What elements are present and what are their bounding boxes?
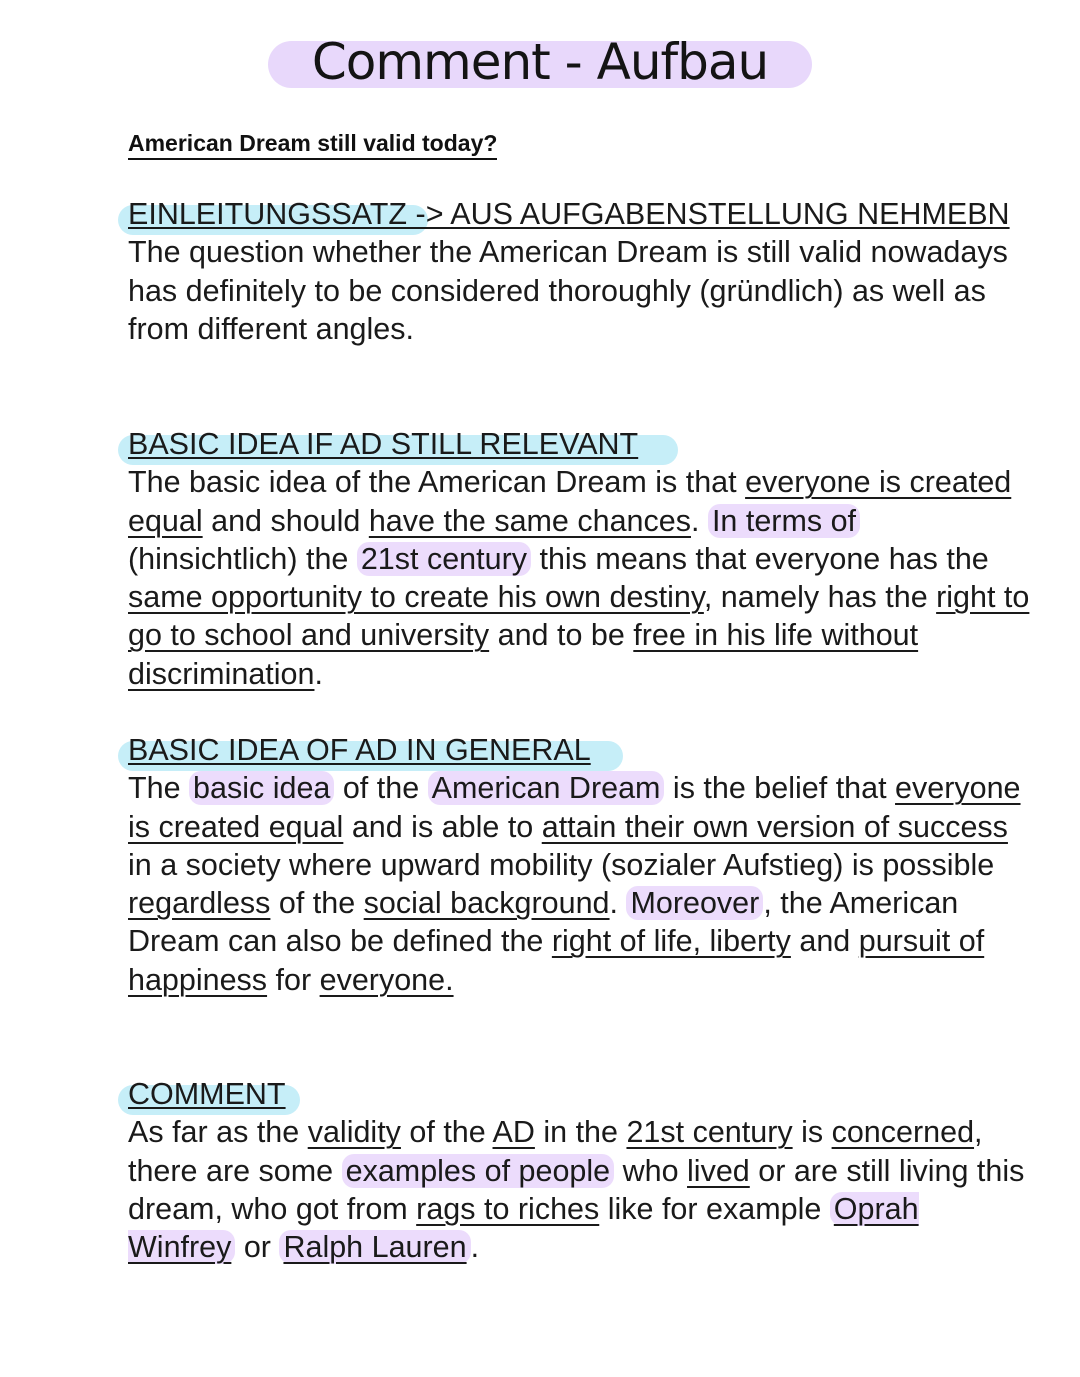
text-segment: . [690, 503, 708, 538]
underlined-phrase: rags to riches [416, 1191, 600, 1226]
highlighted-phrase: examples of people [342, 1154, 615, 1188]
highlighted-phrase: basic idea [189, 771, 334, 805]
underlined-phrase: right of life, liberty [551, 924, 791, 959]
text-segment: , there are some [128, 1115, 983, 1188]
text-segment: or [235, 1230, 280, 1265]
text-segment: of the [400, 1115, 493, 1150]
text-segment: , the American Dream can also be defined the [128, 886, 959, 959]
text-segment: and to be [489, 618, 634, 653]
section-comment [128, 1075, 1033, 1266]
underlined-phrase: validity [307, 1115, 401, 1150]
section-heading-text: EINLEITUNGSSATZ -> AUS AUFGABENSTELLUNG NEHMEBN [128, 197, 1010, 231]
section-paragraph: The question whether the American Dream is still valid nowadays has definitely to be considered thoroughly (gründlich) as well as from different angles. [128, 235, 1008, 346]
underlined-phrase: social background [363, 886, 610, 921]
text-segment: (hinsichtlich) the [128, 541, 357, 576]
text-segment: of the [334, 771, 428, 806]
text-segment: and should [202, 503, 369, 538]
underlined-phrase: regardless [128, 886, 271, 921]
section-heading [128, 427, 638, 461]
text-segment: for [267, 962, 320, 997]
underlined-phrase: 21st century [626, 1115, 793, 1150]
section-paragraph [128, 1113, 1033, 1266]
section-heading-text: BASIC IDEA IF AD STILL RELEVANT [128, 427, 639, 461]
highlighted-phrase: Moreover [626, 886, 763, 920]
highlighted-phrase: Ralph Lauren [279, 1230, 470, 1264]
text-segment: The basic idea of the American Dream is that [128, 465, 746, 500]
section-basic-idea-relevant [128, 425, 1033, 693]
text-segment: who [614, 1153, 688, 1188]
underlined-phrase: same opportunity to create his own destiny [128, 580, 704, 615]
section-heading-text: BASIC IDEA OF AD IN GENERAL [128, 733, 591, 767]
highlighted-phrase: 21st century [357, 542, 531, 576]
text-segment: like for example [599, 1191, 830, 1226]
subtitle: American Dream still valid today? [128, 128, 497, 160]
text-segment: or are still living this dream, who got from [128, 1153, 1025, 1226]
text-segment: in the [534, 1115, 627, 1150]
text-segment: . [609, 886, 627, 921]
section-heading-text: COMMENT [128, 1077, 286, 1111]
text-segment: . [470, 1230, 480, 1265]
text-segment: and is able to [343, 809, 542, 844]
section-paragraph [128, 769, 1033, 999]
section-paragraph [128, 463, 1033, 693]
highlighted-phrase: Oprah Winfrey [128, 1191, 919, 1265]
underlined-phrase: AD [492, 1115, 535, 1150]
section-basic-idea-general [128, 731, 1033, 999]
text-segment: . [314, 656, 323, 691]
underlined-phrase: everyone is created equal [128, 465, 1012, 538]
text-segment: The [128, 771, 190, 806]
underlined-phrase: attain their own version of success [541, 809, 1008, 844]
underlined-phrase: everyone is created equal [128, 771, 1021, 844]
text-segment: and [790, 924, 859, 959]
highlighted-phrase: American Dream [428, 771, 665, 805]
underlined-phrase: concerned [831, 1115, 975, 1150]
underlined-phrase: lived [687, 1153, 750, 1188]
underlined-phrase: have the same chances [368, 503, 691, 538]
text-segment: is [792, 1115, 832, 1150]
underlined-phrase: pursuit of happiness [128, 924, 985, 997]
text-segment: this means that everyone has the [531, 541, 989, 576]
section-heading [128, 733, 591, 767]
underlined-phrase: right to go to school and university [128, 580, 1030, 653]
underlined-phrase: everyone. [319, 962, 454, 997]
section-heading [128, 197, 1010, 231]
text-segment: in a society where upward mobility (sozialer Aufstieg) is possible [128, 847, 995, 882]
section-introduction [128, 195, 1033, 348]
underlined-phrase: free in his life without discrimination [128, 618, 919, 691]
text-segment: , namely has the [703, 580, 937, 615]
text-segment: As far as the [128, 1115, 308, 1150]
text-segment: is the belief that [664, 771, 896, 806]
highlighted-phrase: In terms of [708, 504, 860, 538]
section-heading [128, 1077, 286, 1111]
page-title: Comment - Aufbau [282, 26, 798, 98]
text-segment: of the [270, 886, 364, 921]
